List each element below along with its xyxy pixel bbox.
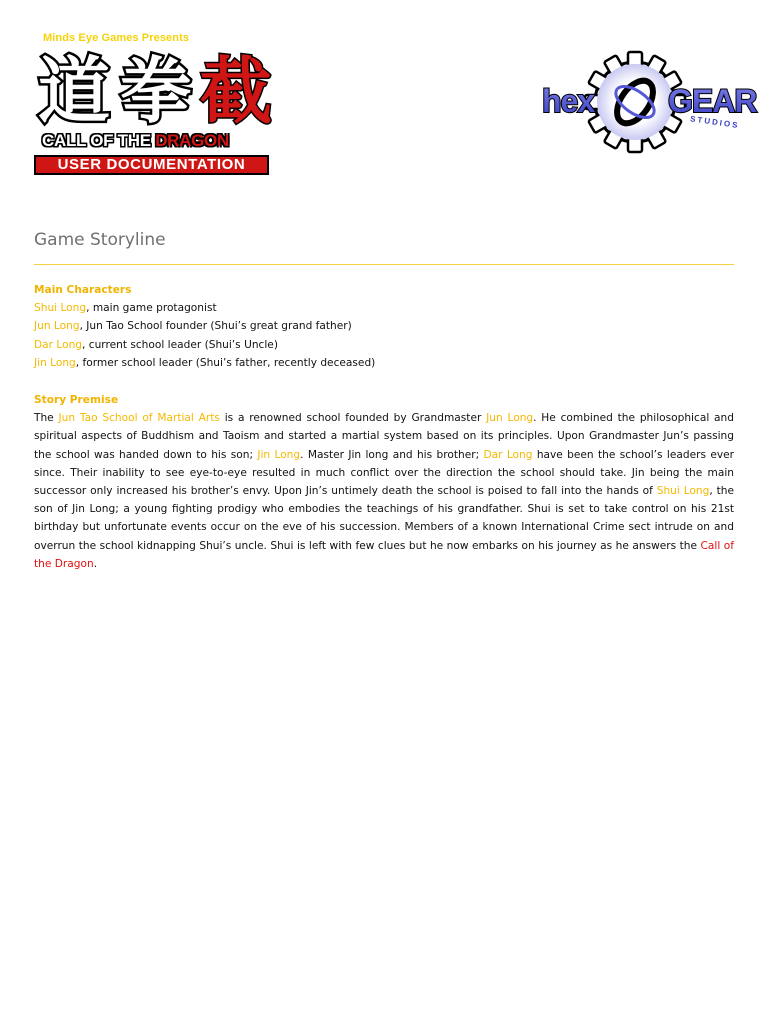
hexgear-logo [540, 52, 757, 152]
premise-text: is a renowned school founded by Grandmaster [219, 412, 487, 425]
character-list [34, 299, 734, 372]
list-item [34, 354, 734, 372]
game-title-white: CALL OF THE [42, 131, 156, 150]
kanji-char-1: 道 [38, 48, 111, 133]
character-name[interactable]: Dar Long [34, 338, 83, 351]
premise-text: . He combined the philosophical and spiritual aspects of Buddhism and Taoism and started a martial system based on its principles. Upon Grandmaster Jun’s passing the school was handed down to his son; [34, 412, 734, 461]
character-desc: , former school leader (Shui’s father, recently deceased) [75, 356, 376, 369]
character-name[interactable]: Jin Long [34, 356, 76, 369]
premise-heading: Story Premise [34, 394, 119, 407]
character-link-jun[interactable]: Jun Long [486, 412, 534, 425]
storyline-content [34, 281, 734, 573]
list-item [34, 336, 734, 354]
game-title-red: DRAGON [155, 131, 229, 150]
call-of-the-dragon-link[interactable]: Call of the Dragon [34, 539, 734, 570]
character-desc: , Jun Tao School founder (Shui’s great grand father) [79, 320, 352, 333]
kanji-char-2: 拳 [120, 48, 193, 133]
character-desc: , current school leader (Shui’s Uncle) [82, 338, 278, 351]
game-title [42, 131, 268, 151]
kanji-char-3: 截 [200, 48, 273, 133]
character-desc: , main game protagonist [86, 302, 217, 315]
presents-text: Minds Eye Games Presents [43, 32, 190, 44]
premise-paragraph [34, 409, 734, 573]
premise-text: The [34, 412, 59, 425]
hexgear-hex-text: hex [542, 83, 595, 119]
character-link-shui[interactable]: Shui Long [656, 485, 710, 498]
hexgear-gear-text: GEAR [668, 83, 757, 119]
hexgear-studios-text: STUDIOS [689, 114, 740, 131]
school-link[interactable]: Jun Tao School of Martial Arts [58, 412, 220, 425]
premise-text: . [93, 557, 98, 570]
section-divider [34, 264, 734, 265]
character-name[interactable]: Shui Long [34, 302, 87, 315]
list-item [34, 299, 734, 317]
characters-heading: Main Characters [34, 284, 132, 296]
premise-text: . Master Jin long and his brother; [300, 448, 484, 461]
character-name[interactable]: Jun Long [34, 320, 80, 333]
premise-text: , the son of Jin Long; a young fighting prodigy who embodies the teachings of his grandfather. Shui is set to take control on his 21st birthday but unfortunate events occur on the eve of his succession. Members of a known International Crime sect intrude on and overrun the school kidnapping Shui’s uncle. Shui is left with few clues but he now embarks on his journey as he answers the [34, 485, 734, 552]
character-link-dar[interactable]: Dar Long [483, 448, 533, 461]
kanji-logo [38, 48, 274, 133]
spacer [34, 372, 734, 391]
premise-text: have been the school’s leaders ever since. Their inability to see eye-to-eye resulted in much conflict over the direction the school should take. Jin being the main successor only increased his brother’s envy. Upon Jin’s untimely death the school is poised to fall into the hands of [34, 448, 734, 498]
doc-banner-label: USER DOCUMENTATION [36, 157, 267, 173]
section-title: Game Storyline [34, 230, 166, 250]
character-link-jin[interactable]: Jin Long [257, 448, 301, 461]
list-item [34, 317, 734, 335]
doc-banner [34, 155, 269, 175]
